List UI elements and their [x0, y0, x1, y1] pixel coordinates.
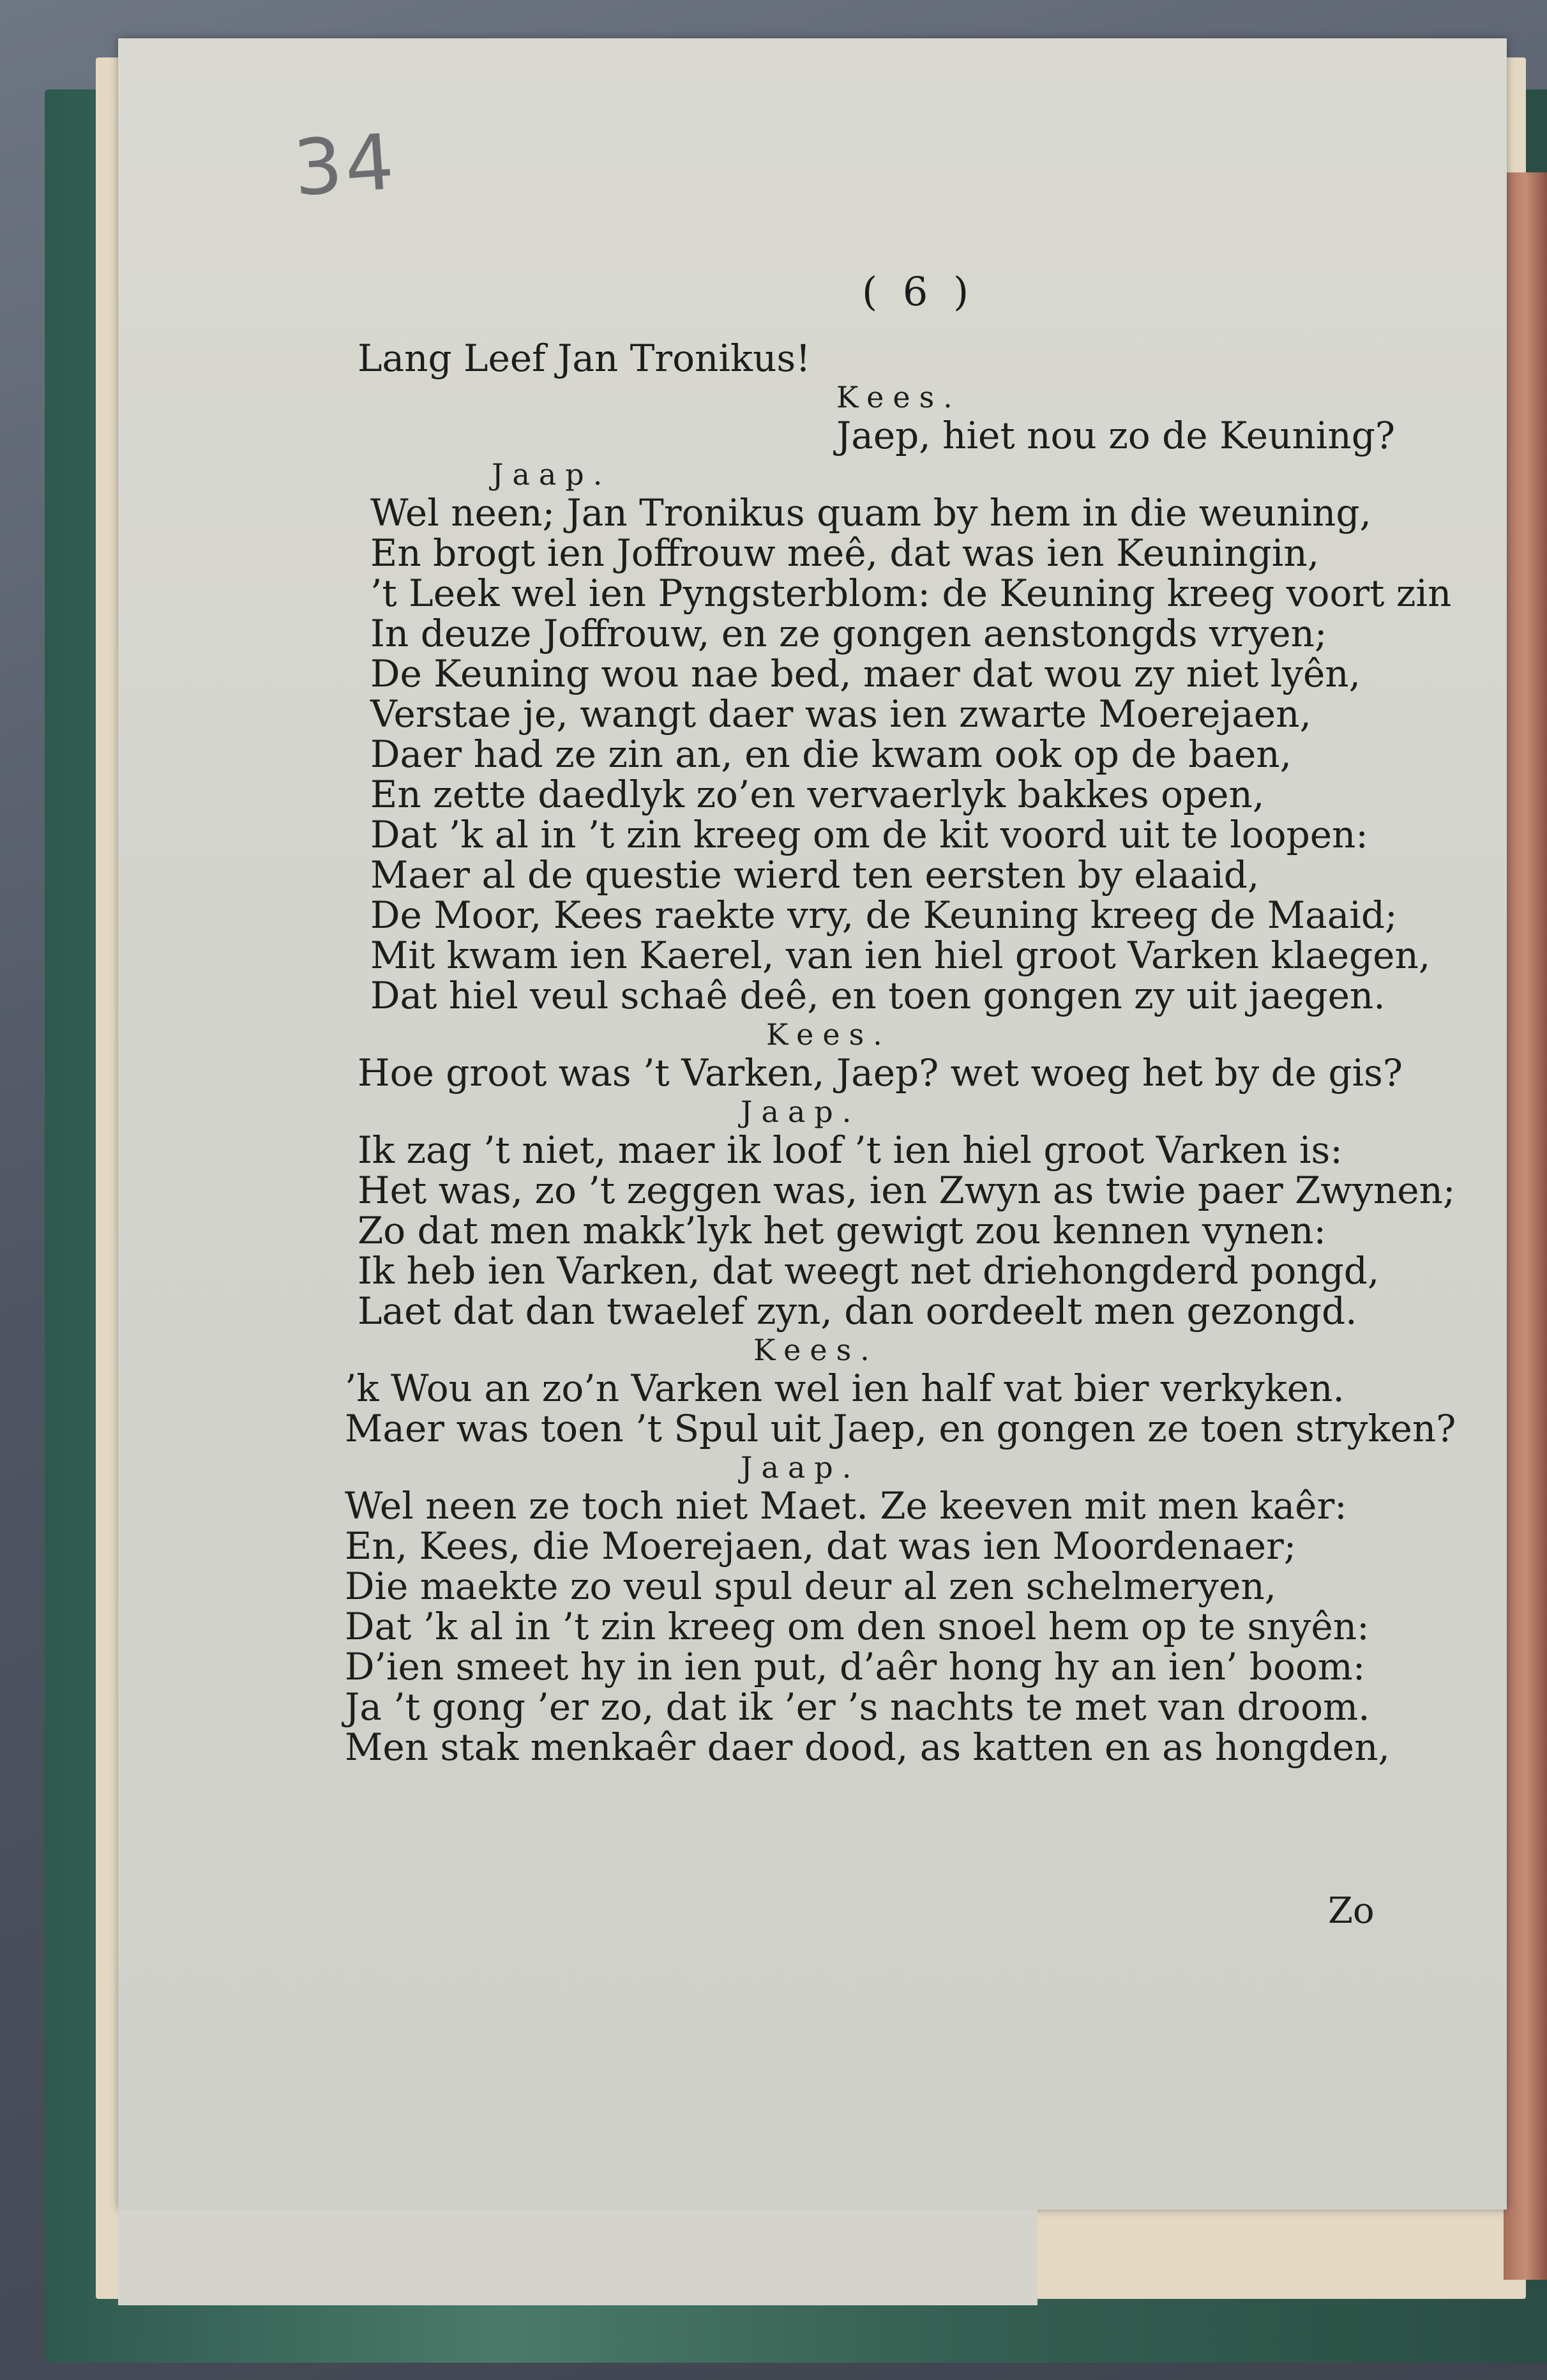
verse-line: Laet dat dan twaelef zyn, dan oordeelt men gezongd. [358, 1289, 1357, 1333]
verse-line: Maer was toen ’t Spul uit Jaep, en gongen ze toen stryken? [345, 1407, 1456, 1450]
verse-line: En, Kees, die Moerejaen, dat was ien Moordenaer; [345, 1524, 1297, 1568]
speaker-name: Jaap. [741, 1095, 861, 1129]
verse-line: De Keuning wou nae bed, maer dat wou zy niet lyên, [370, 652, 1361, 695]
verse-line: ’t Leek wel ien Pyngsterblom: de Keuning kreeg voort zin [370, 572, 1452, 615]
verse-line: Zo dat men makk’lyk het gewigt zou kennen vynen: [358, 1209, 1327, 1252]
verse-line: Lang Leef Jan Tronikus! [358, 337, 811, 380]
verse-line: D’ien smeet hy in ien put, d’aêr hong hy an ien’ boom: [345, 1645, 1366, 1688]
verse-line: Verstae je, wangt daer was ien zwarte Moerejaen, [370, 692, 1311, 736]
verse-line: ’k Wou an zo’n Varken wel ien half vat bier verkyken. [345, 1367, 1345, 1410]
verse-line: Ik heb ien Varken, dat weegt net driehongderd pongd, [358, 1249, 1380, 1292]
verse-line: Dat ’k al in ’t zin kreeg om de kit voord uit te loopen: [370, 813, 1368, 856]
verse-line: Men stak menkaêr daer dood, as katten en as hongden, [345, 1725, 1390, 1769]
verse-line: In deuze Joffrouw, en ze gongen aenstongds vryen; [370, 612, 1327, 655]
speaker-name: Jaap. [492, 457, 612, 492]
speaker-name: Kees. [766, 1017, 891, 1052]
page-number: ( 6 ) [862, 268, 976, 315]
verse-text [345, 337, 1456, 1769]
handwritten-note: 34 [291, 117, 400, 214]
verse-line: Die maekte zo veul spul deur al zen schelmeryen, [345, 1565, 1277, 1608]
speaker-name: Jaap. [741, 1450, 861, 1485]
speaker-name: Kees. [836, 380, 962, 414]
verse-line: Dat hiel veul schaê deê, en toen gongen zy uit jaegen. [370, 974, 1385, 1017]
verse-line: Wel neen ze toch niet Maet. Ze keeven mit men kaêr: [345, 1484, 1347, 1527]
verse-line: De Moor, Kees raekte vry, de Keuning kreeg de Maaid; [370, 893, 1398, 937]
verse-line: Mit kwam ien Kaerel, van ien hiel groot Varken klaegen, [370, 934, 1431, 977]
catchword: Zo [1328, 1890, 1375, 1932]
verse-line: Ja ’t gong ’er zo, dat ik ’er ’s nachts te met van droom. [345, 1685, 1370, 1729]
speaker-name: Kees. [753, 1333, 879, 1367]
verse-line: Hoe groot was ’t Varken, Jaep? wet woeg het by de gis? [358, 1051, 1403, 1095]
verse-line: Dat ’k al in ’t zin kreeg om den snoel hem op te snyên: [345, 1605, 1370, 1648]
verse-line: Het was, zo ’t zeggen was, ien Zwyn as twie paer Zwynen; [358, 1169, 1456, 1212]
verse-line: Daer had ze zin an, en die kwam ook op de baen, [370, 732, 1292, 776]
verse-line: Wel neen; Jan Tronikus quam by hem in die weuning, [370, 491, 1371, 534]
page-bottom-strip [118, 2209, 1038, 2305]
verse-line: Ik zag ’t niet, maer ik loof ’t ien hiel groot Varken is: [358, 1128, 1343, 1172]
verse-line: En brogt ien Joffrouw meê, dat was ien Keuningin, [370, 531, 1320, 575]
verse-line: En zette daedlyk zo’en vervaerlyk bakkes open, [370, 773, 1265, 816]
verse-line: Maer al de questie wierd ten eersten by elaaid, [370, 853, 1260, 897]
verse-line: Jaep, hiet nou zo de Keuning? [836, 414, 1395, 457]
facing-cover-edge [1504, 172, 1547, 2280]
